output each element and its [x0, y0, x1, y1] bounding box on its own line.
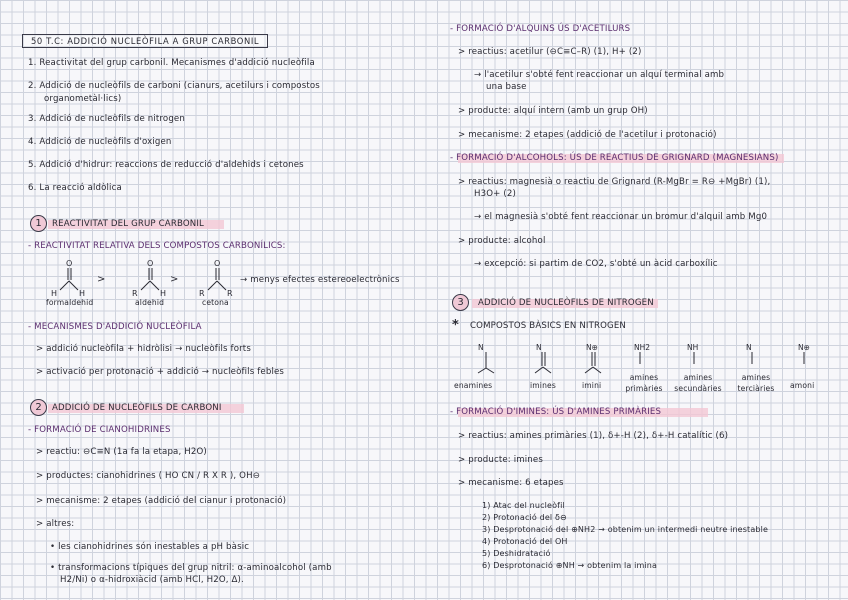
alkyne-note-1: → l'acetilur s'obté fent reaccionar un alquí terminal amb: [474, 70, 725, 80]
index-item-1: 1. Reactivitat del grup carbonil. Mecanismes d'addició nucleòfila: [28, 58, 315, 68]
alkyne-reactius: > reactius: acetilur (⊖C≡C–R) (1), H+ (2): [458, 47, 642, 57]
altres-bullet-1: • les cianohidrines són inestables a pH bàsic: [50, 542, 250, 552]
svg-text:N⊕: N⊕: [586, 343, 598, 352]
amine-label-secundaries: amines secundàries: [674, 373, 722, 393]
index-item-6: 6. La reacció aldòlica: [28, 183, 122, 193]
section-1-sub1: - REACTIVITAT RELATIVA DELS COMPOSTOS CARBONÍLICS:: [28, 241, 286, 251]
index-item-2-cont: organometàl·lics): [44, 94, 122, 104]
svg-text:N: N: [746, 343, 752, 352]
section-3-number: 3: [452, 294, 469, 311]
svg-text:N⊕: N⊕: [798, 343, 810, 352]
amine-label-imini: imini: [582, 381, 602, 390]
imine-mecanisme: > mecanisme: 6 etapes: [458, 478, 564, 488]
imine-step-6: 6) Desprotonació ⊕NH → obtenim la imina: [482, 561, 658, 570]
section-2-sub1: - FORMACIÓ DE CIANOHIDRINES: [28, 425, 171, 435]
imine-subheading: - FORMACIÓ D'IMINES: ÚS D'AMINES PRIMÀRIES: [450, 407, 662, 417]
amine-label-imines: imines: [530, 381, 556, 390]
imine-step-5: 5) Deshidratació: [482, 549, 551, 558]
section-1-sub2: - MECANISMES D'ADDICIÓ NUCLEÒFILA: [28, 322, 202, 332]
grignard-reactius: > reactius: magnesià o reactiu de Grignard (R-MgBr = R⊖ +MgBr) (1),: [458, 177, 771, 187]
svg-text:H: H: [51, 289, 58, 296]
label-formaldehid: formaldehid: [46, 298, 94, 307]
grignard-producte: > producte: alcohol: [458, 236, 546, 246]
amine-label-amoni: amoni: [790, 381, 815, 390]
alkyne-mecanisme: > mecanisme: 2 etapes (addició de l'acetilur i protonació): [458, 130, 717, 140]
amine-label-terciaries: amines terciàries: [737, 373, 775, 393]
page-title: 50 T.C: ADDICIÓ NUCLEÒFILA A GRUP CARBONIL: [22, 34, 268, 48]
cyanohydrin-altres: > altres:: [36, 519, 75, 529]
svg-text:N: N: [478, 343, 484, 352]
grignard-exception: → excepció: si partim de CO2, s'obté un àcid carboxílic: [474, 259, 718, 269]
section-1-number: 1: [30, 215, 47, 232]
nitrogen-compounds-heading: COMPOSTOS BÀSICS EN NITROGEN: [470, 321, 626, 331]
cyanohydrin-productes: > productes: cianohidrines ( HO CN / R X R ), OH⊖: [36, 471, 261, 481]
amine-label-primaries: amines primàries: [625, 373, 663, 393]
mechanism-item-1: > addició nucleòfila + hidròlisi → nucleòfils forts: [36, 344, 251, 354]
label-cetona: cetona: [202, 298, 229, 307]
imine-step-2: 2) Protonació del δ⊖: [482, 513, 567, 522]
svg-text:O: O: [66, 259, 73, 268]
altres-bullet-2-cont: H2/Ni) o α-hidroxiàcid (amb HCl, H2O, Δ).: [60, 575, 244, 585]
reactivity-trend: → menys efectes estereoelectrònics: [240, 275, 400, 285]
altres-bullet-2: • transformacions típiques del grup nitril: α-aminoalcohol (amb: [50, 563, 332, 573]
imine-step-3: 3) Desprotonació del ⊕NH2 → obtenim un intermedi neutre inestable: [482, 525, 769, 534]
index-item-2: 2. Addició de nucleòfils de carboni (cianurs, acetilurs i compostos: [28, 81, 320, 91]
section-2-number: 2: [30, 399, 47, 416]
svg-text:N: N: [536, 343, 542, 352]
mechanism-item-2: > activació per protonació + addició → nucleòfils febles: [36, 367, 285, 377]
star-icon: *: [452, 318, 459, 333]
svg-text:R: R: [227, 289, 233, 296]
imine-step-1: 1) Atac del nucleòfil: [482, 501, 565, 510]
alkyne-producte: > producte: alquí intern (amb un grup OH): [458, 106, 648, 116]
grignard-reactius-cont: H3O+ (2): [474, 189, 516, 199]
gt-sign-2: >: [170, 274, 179, 285]
alkyne-subheading: - FORMACIÓ D'ALQUINS ÚS D'ACETILURS: [450, 24, 631, 34]
nitrogen-structures-diagram: [462, 338, 832, 374]
svg-text:NH2: NH2: [634, 343, 651, 352]
grignard-note: → el magnesià s'obté fent reaccionar un bromur d'alquil amb Mg0: [474, 212, 768, 222]
svg-text:NH: NH: [687, 343, 699, 352]
cyanohydrin-mecanisme: > mecanisme: 2 etapes (addició del cianur i protonació): [36, 496, 287, 506]
svg-text:O: O: [214, 259, 221, 268]
svg-text:H: H: [79, 289, 86, 296]
alcohol-subheading: - FORMACIÓ D'ALCOHOLS: ÚS DE REACTIUS DE GRIGNARD (MAGNESIANS): [450, 153, 779, 163]
index-item-5: 5. Addició d'hidrur: reaccions de reducció d'aldehids i cetones: [28, 160, 304, 170]
svg-text:H: H: [160, 289, 167, 296]
gt-sign-1: >: [97, 274, 106, 285]
imine-reactius: > reactius: amines primàries (1), δ+-H (2), δ+-H catalític (6): [458, 431, 729, 441]
section-3-heading: ADDICIÓ DE NUCLEÒFILS DE NITROGEN: [478, 298, 654, 308]
imine-step-4: 4) Protonació del OH: [482, 537, 568, 546]
cyanohydrin-reactiu: > reactiu: ⊖C≡N (1a fa la etapa, H2O): [36, 447, 207, 457]
svg-text:O: O: [147, 259, 154, 268]
svg-text:R: R: [132, 289, 138, 296]
amine-label-enamines: enamines: [454, 381, 493, 390]
section-2-heading: ADDICIÓ DE NUCLEÒFILS DE CARBONI: [52, 403, 222, 413]
label-aldehid: aldehid: [135, 298, 165, 307]
alkyne-note-2: una base: [486, 82, 527, 92]
index-item-3: 3. Addició de nucleòfils de nitrogen: [28, 114, 185, 124]
index-item-4: 4. Addició de nucleòfils d'oxigen: [28, 137, 172, 147]
imine-producte: > producte: imines: [458, 455, 543, 465]
svg-text:R: R: [199, 289, 205, 296]
section-1-heading: REACTIVITAT DEL GRUP CARBONIL: [52, 219, 204, 229]
